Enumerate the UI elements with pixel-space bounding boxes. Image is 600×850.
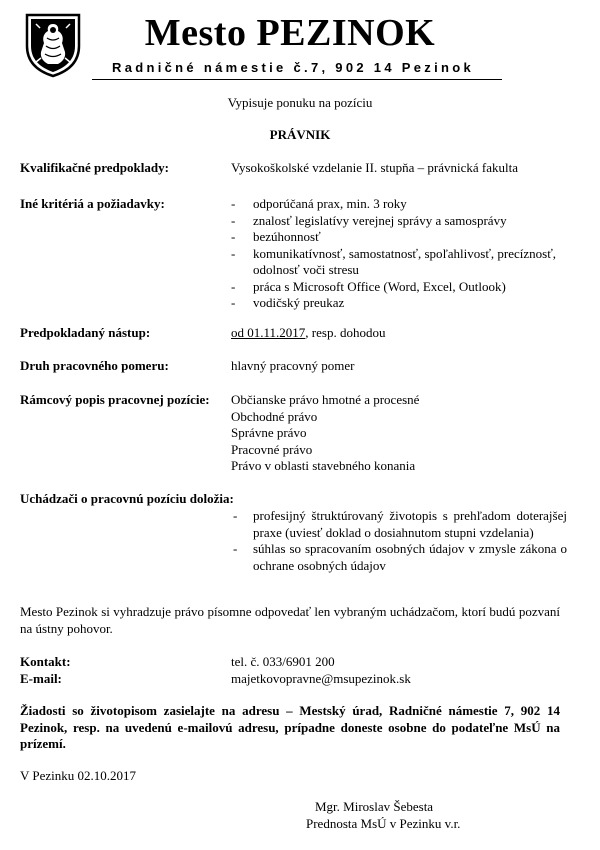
position-title: PRÁVNIK bbox=[269, 127, 331, 142]
list-item: - komunikatívnosť, samostatnosť, spoľahlivosť, precíznosť, odolnosť voči stresu bbox=[231, 246, 561, 279]
criteria-label: Iné kritériá a požiadavky: bbox=[20, 196, 165, 211]
start-label: Predpokladaný nástup: bbox=[20, 325, 151, 340]
list-item: Občianske právo hmotné a procesné bbox=[231, 392, 420, 407]
list-item: Obchodné právo bbox=[231, 408, 318, 424]
list-item: - profesijný štruktúrovaný životopis s prehľadom doterajšej praxe (uviesť doklad o dosiahnutom stupni vzdelania) bbox=[231, 508, 567, 541]
documents-list bbox=[231, 508, 567, 574]
employment-type-label: Druh pracovného pomeru: bbox=[20, 358, 169, 373]
criteria-list bbox=[231, 196, 561, 312]
signature-role: Prednosta MsÚ v Pezinku v.r. bbox=[306, 816, 461, 831]
place-date: V Pezinku 02.10.2017 bbox=[20, 768, 137, 783]
documents-label: Uchádzači o pracovnú pozíciu doložia: bbox=[20, 491, 234, 506]
list-item: - práca s Microsoft Office (Word, Excel, Outlook) bbox=[231, 279, 561, 296]
qualification-value: Vysokoškolské vzdelanie II. stupňa – právnická fakulta bbox=[231, 160, 519, 175]
job-description-list bbox=[231, 392, 419, 475]
start-value bbox=[231, 325, 385, 342]
start-date: od 01.11.2017 bbox=[231, 325, 306, 340]
list-item: - odporúčaná prax, min. 3 roky bbox=[231, 196, 561, 213]
reservation-paragraph: Mesto Pezinok si vyhradzuje právo písomne odpovedať len vybraným uchádzačom, ktorí budú pozvaní na ústny pohovor. bbox=[20, 604, 560, 636]
header-rule bbox=[92, 79, 502, 80]
list-item: - vodičský preukaz bbox=[231, 295, 561, 312]
intro-text: Vypisuje ponuku na pozíciu bbox=[227, 95, 373, 110]
employment-type-value: hlavný pracovný pomer bbox=[231, 358, 355, 373]
contact-label: Kontakt: bbox=[20, 654, 71, 669]
start-rest: , resp. dohodou bbox=[305, 325, 386, 340]
list-item: - bezúhonnosť bbox=[231, 229, 561, 246]
list-item: - znalosť legislatívy verejnej správy a samosprávy bbox=[231, 213, 561, 230]
town-address: Radničné námestie č.7, 902 14 Pezinok bbox=[112, 60, 474, 75]
contact-phone: tel. č. 033/6901 200 bbox=[231, 654, 335, 669]
email-link[interactable]: majetkovopravne@msupezinok.sk bbox=[231, 671, 411, 686]
applications-paragraph: Žiadosti so životopisom zasielajte na adresu – Mestský úrad, Radničné námestie 7, 902 14 Pezinok, resp. na uvedenú e-mailovú adresu, prípadne doneste osobne do podateľne MsÚ na prízemí. bbox=[20, 703, 560, 751]
town-title: Mesto PEZINOK bbox=[144, 12, 436, 54]
job-description-label: Rámcový popis pracovnej pozície: bbox=[20, 392, 210, 407]
list-item: Právo v oblasti stavebného konania bbox=[231, 458, 416, 473]
town-crest-logo bbox=[24, 12, 82, 78]
signature-name: Mgr. Miroslav Šebesta bbox=[315, 799, 434, 814]
list-item: Správne právo bbox=[231, 425, 307, 440]
list-item: Pracovné právo bbox=[231, 441, 313, 457]
email-label: E-mail: bbox=[20, 671, 62, 686]
list-item: - súhlas so spracovaním osobných údajov v zmysle zákona o ochrane osobných údajov bbox=[231, 541, 567, 574]
qualification-label: Kvalifikačné predpoklady: bbox=[20, 160, 169, 175]
